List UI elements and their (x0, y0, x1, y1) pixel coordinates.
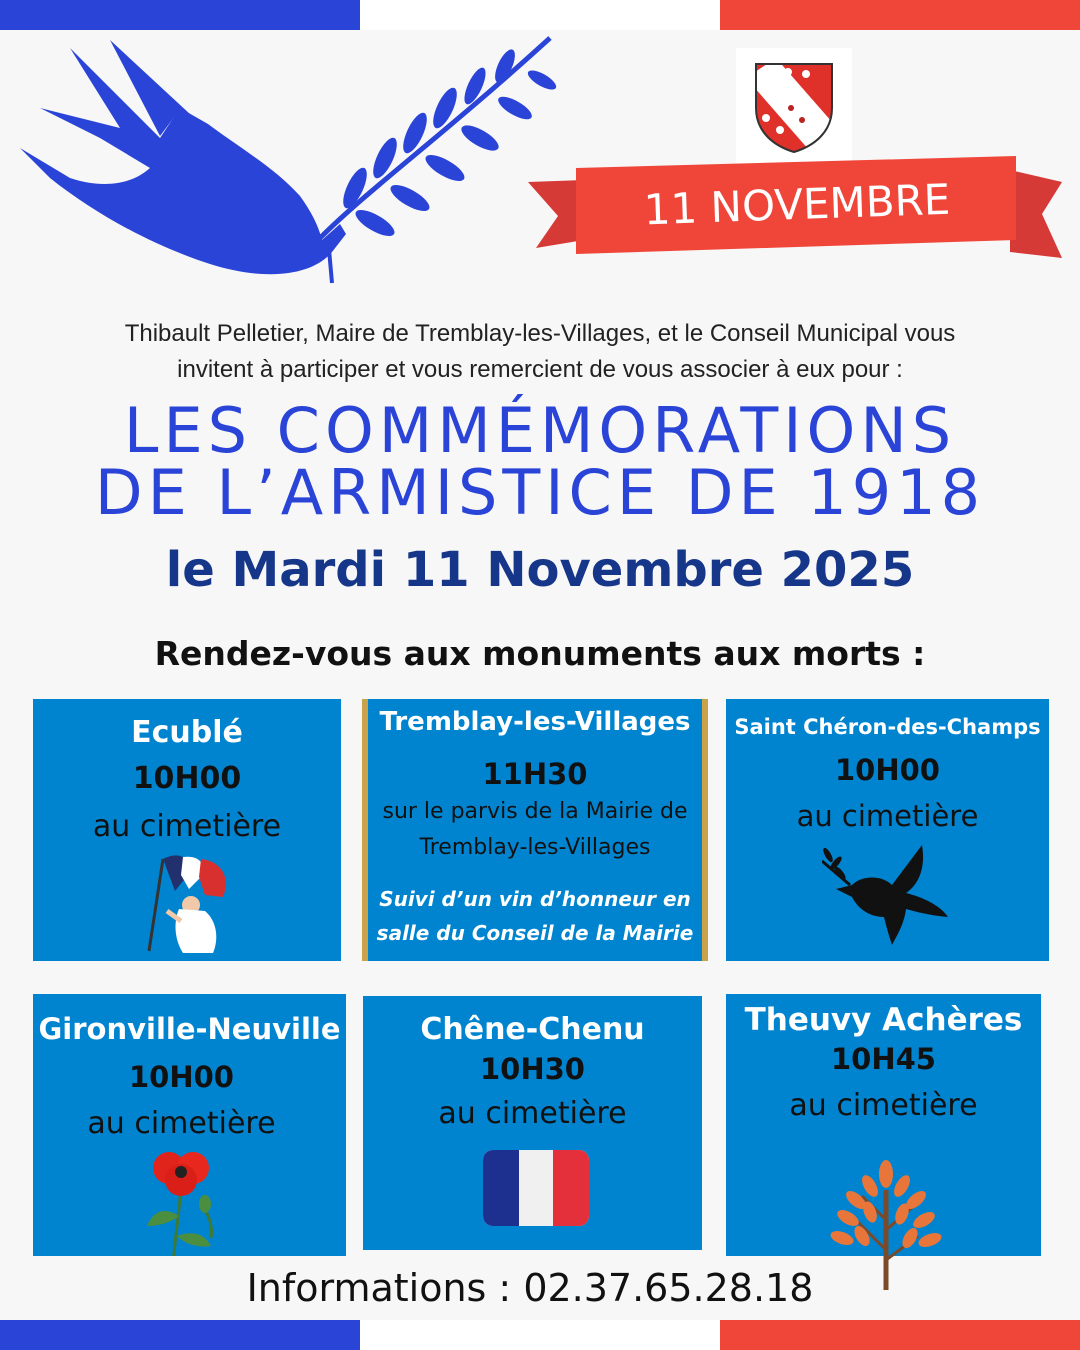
rendezvous-heading: Rendez-vous aux monuments aux morts : (154, 634, 926, 673)
location-place-line-1: sur le parvis de la Mairie de (382, 799, 688, 824)
poppy-icon (133, 1146, 233, 1256)
invitation-text: Thibault Pelletier, Maire de Tremblay-les-Villages, et le Conseil Municipal vous invitent à participer et vous remercient de vous associer à eux pour : (124, 320, 956, 383)
location-place: au cimetière (87, 1106, 276, 1141)
location-time: 10H45 (831, 1042, 936, 1076)
location-time: 10H30 (480, 1052, 585, 1086)
location-card-gironville (33, 994, 346, 1256)
location-name: Ecublé (131, 715, 243, 750)
coat-of-arms-icon (736, 48, 852, 164)
coat-of-arms-frame (736, 48, 852, 164)
marianne-flag-icon (139, 851, 235, 957)
location-time: 10H00 (835, 753, 940, 787)
top-tricolor-bar (0, 0, 1080, 30)
location-card-chene-chenu (363, 996, 702, 1250)
french-flag-icon (483, 1150, 589, 1226)
location-name: Saint Chéron-des-Champs (734, 715, 1041, 739)
bottom-tricolor-bar (0, 1320, 1080, 1350)
event-date: le Mardi 11 Novembre 2025 (165, 542, 915, 598)
location-place: au cimetière (789, 1088, 978, 1123)
olive-branch-icon (320, 38, 559, 283)
location-place: au cimetière (438, 1096, 627, 1131)
banner-label: 11 NOVEMBRE (642, 174, 952, 235)
title-line-2: DE L’ARMISTICE DE 1918 (94, 456, 986, 529)
location-time: 10H00 (129, 1060, 234, 1094)
reception-note-line-1: Suivi d’un vin d’honneur en (379, 887, 691, 911)
location-place-line-2: Tremblay-les-Villages (419, 835, 651, 860)
location-name: Theuvy Achères (744, 1002, 1023, 1038)
location-card-saint-cheron (726, 699, 1049, 961)
dove-icon (822, 845, 952, 945)
location-time: 11H30 (482, 757, 588, 791)
location-card-tremblay (362, 699, 708, 961)
reception-note-line-2: salle du Conseil de la Mairie (376, 921, 694, 945)
swallow-icon (10, 28, 570, 290)
info-phone: Informations : 02.37.65.28.18 (246, 1266, 814, 1310)
title-line-1: LES COMMÉMORATIONS (123, 394, 957, 467)
location-card-ecuble (33, 699, 341, 961)
location-place: au cimetière (92, 809, 282, 844)
location-name: Tremblay-les-Villages (379, 707, 691, 737)
location-time: 10H00 (132, 761, 242, 796)
location-name: Chêne-Chenu (420, 1012, 645, 1047)
location-name: Gironville-Neuville (38, 1012, 341, 1046)
location-place: au cimetière (796, 799, 979, 833)
